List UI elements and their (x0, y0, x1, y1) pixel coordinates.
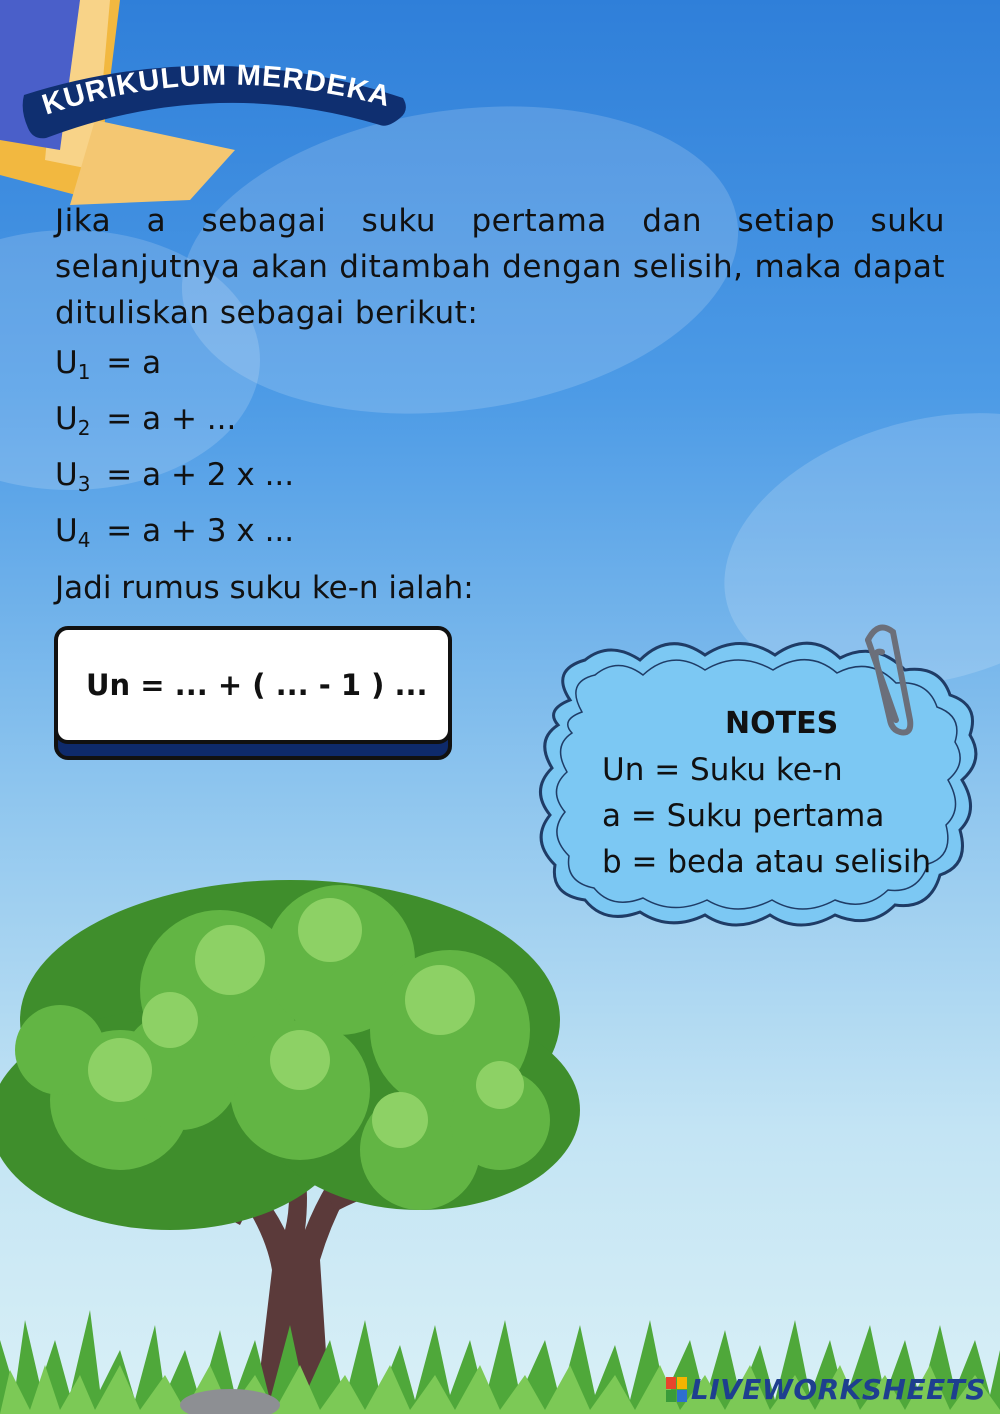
watermark-text: LIVEWORKSHEETS (690, 1373, 986, 1406)
conclusion-label: Jadi rumus suku ke-n ialah: (55, 570, 474, 606)
intro-paragraph: Jika a sebagai suku pertama dan setiap suku selanjutnya akan ditambah dengan selisih, maka dapat dituliskan sebagai berikut: (55, 203, 945, 331)
formula-u4: $U_4 = a + 3$ x ... (55, 513, 295, 552)
banner-label: KURIKULUM MERDEKA (38, 59, 395, 122)
liveworksheets-logo-icon (666, 1377, 688, 1403)
formula-list (55, 340, 294, 564)
notes-line: a = Suku pertama (602, 798, 885, 834)
formula-u1: $U_1 = a$ (55, 345, 162, 384)
answer-formula: Un = ... + ( ... - 1 ) ... (86, 668, 428, 702)
liveworksheets-watermark (666, 1373, 986, 1406)
notes-line: Un = Suku ke-n (602, 752, 843, 788)
tree-illustration (0, 870, 1000, 1414)
kurikulum-banner (18, 40, 413, 140)
formula-u3: $U_3 = a + 2$ x ... (55, 457, 295, 496)
notes-title: NOTES (725, 706, 839, 741)
notes-line: b = beda atau selisih (602, 844, 932, 880)
formula-u2: $U_2 = a$ + ... (55, 401, 237, 440)
paperclip-icon (848, 620, 918, 740)
